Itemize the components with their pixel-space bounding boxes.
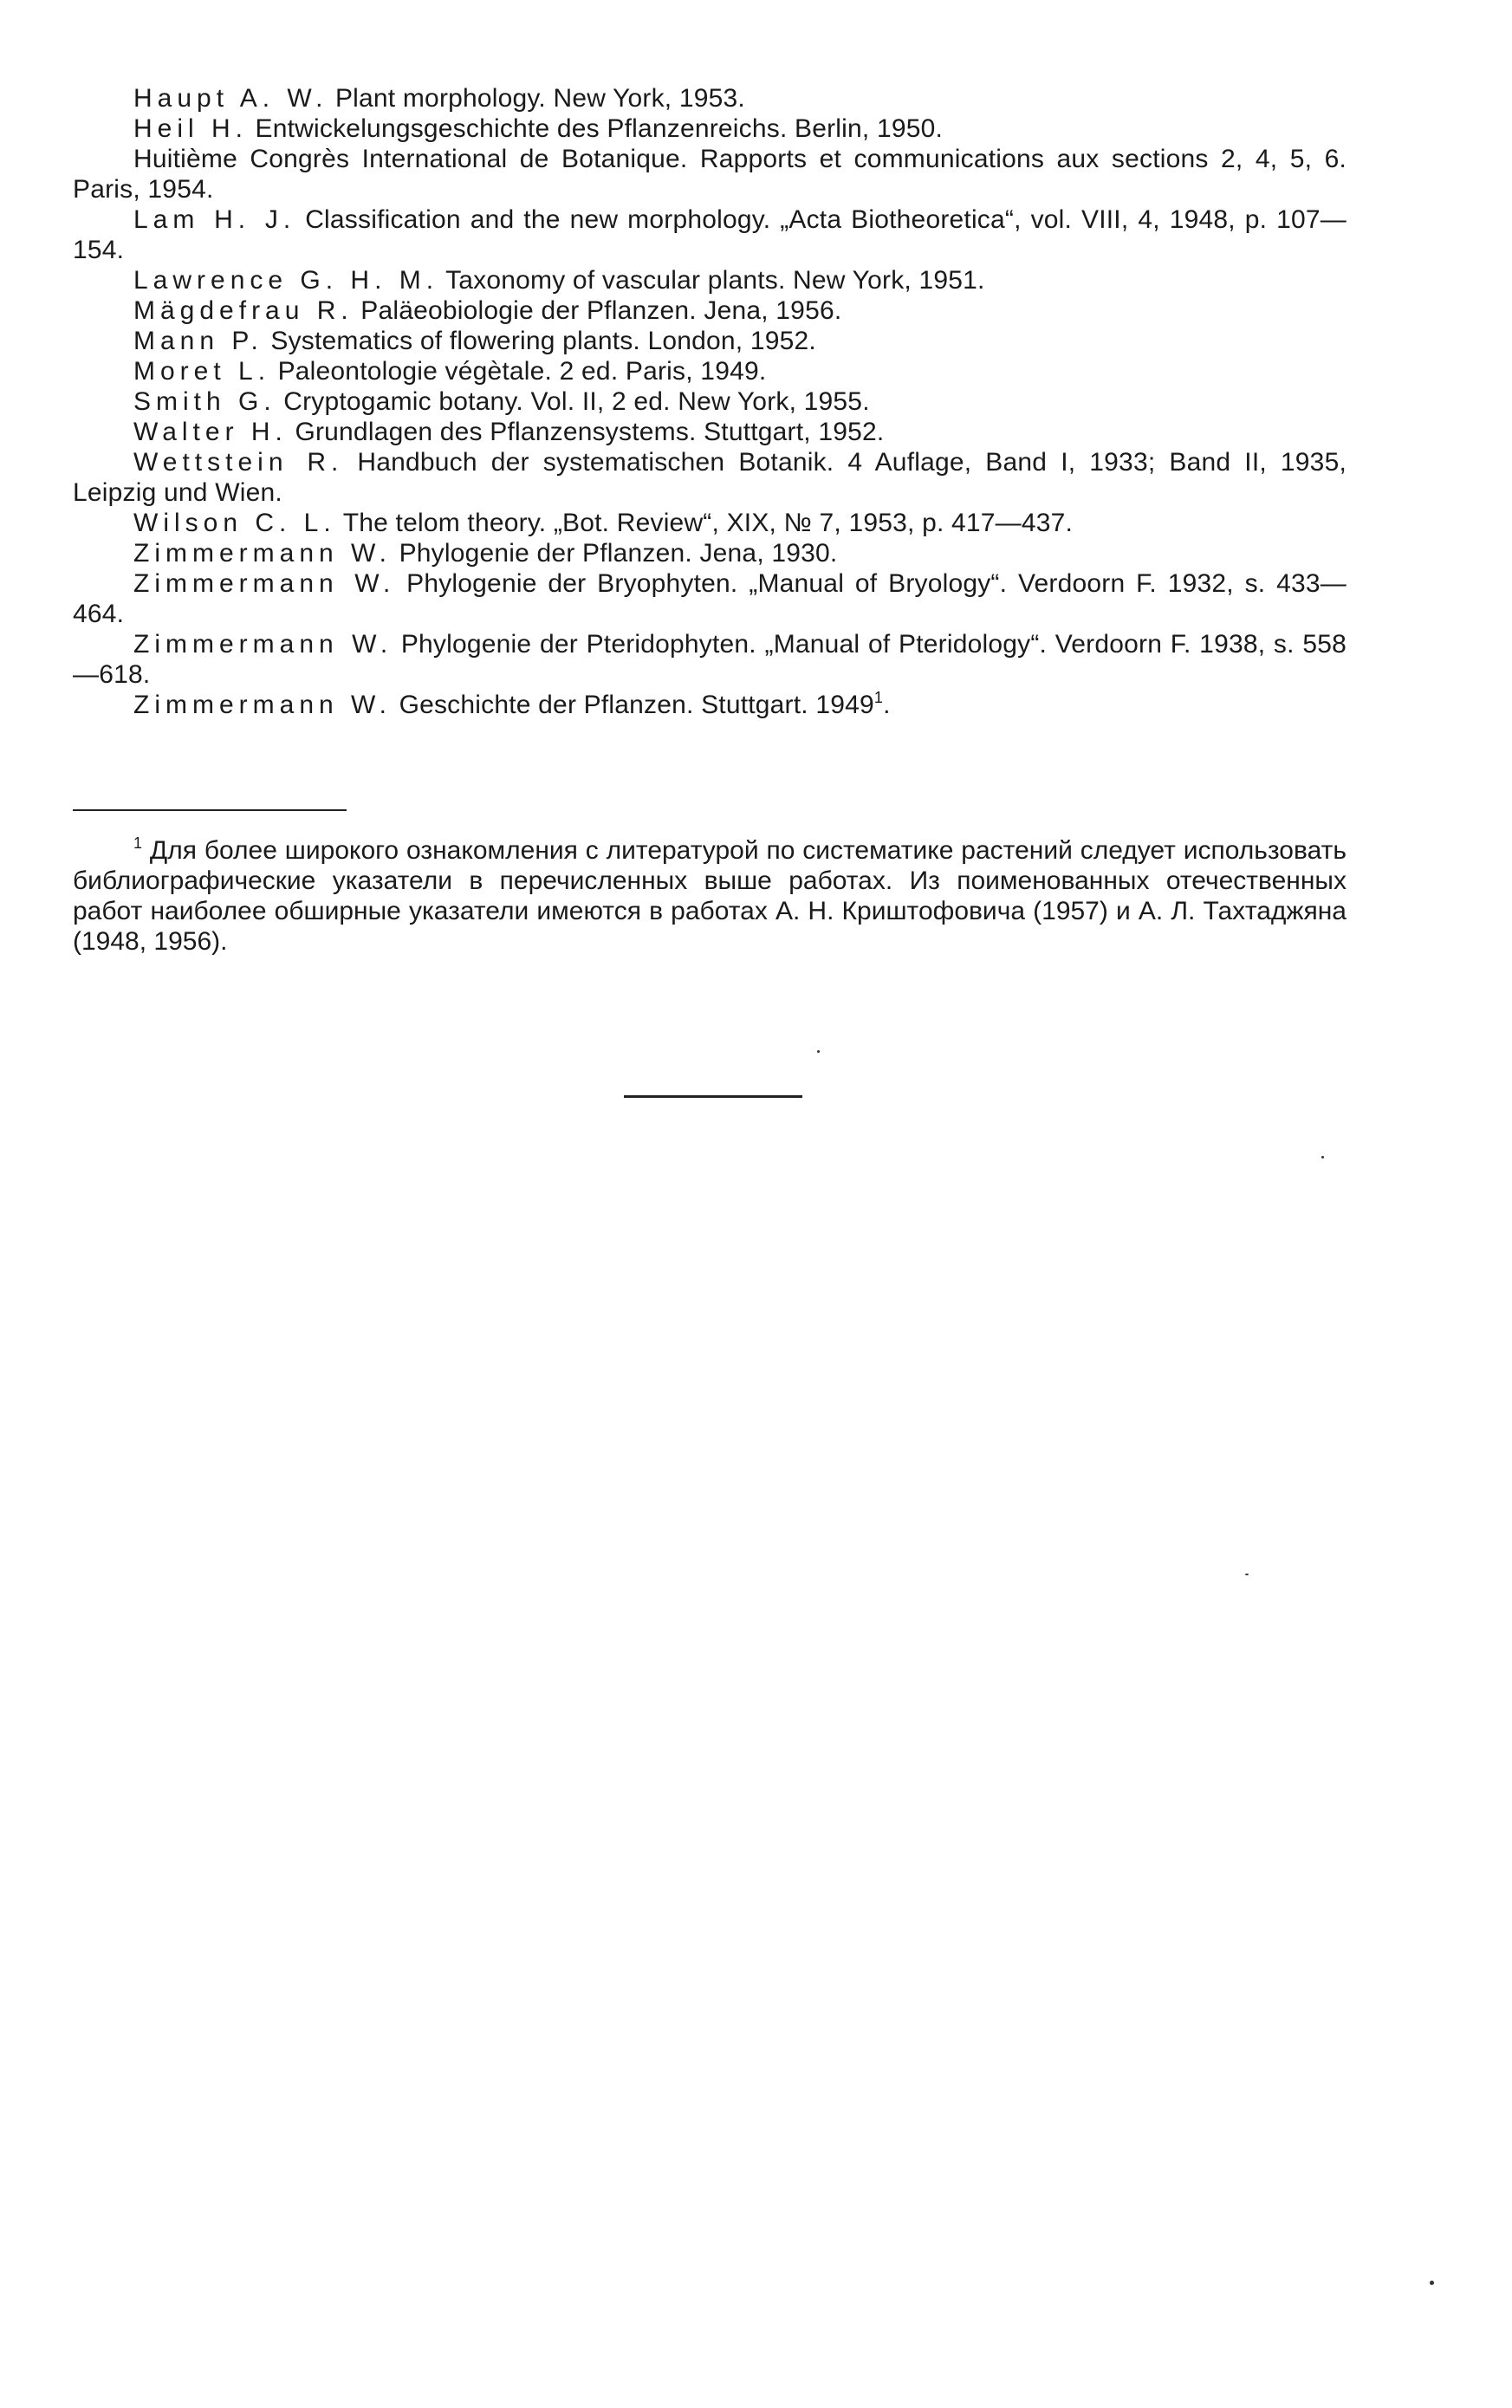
reference-entry — [73, 114, 1347, 144]
reference-end-punctuation: . — [883, 691, 891, 719]
reference-text: Plant morphology. New York, 1953. — [328, 84, 745, 113]
reference-text: The telom theory. „Bot. Review“, XIX, № 7, 1953, p. 417—437. — [335, 509, 1074, 537]
reference-text: Phylogenie der Pteridophyten. „Manual of Pteridology“. Verdoorn F. 1938, s. 558—618. — [73, 630, 1347, 689]
bibliography-list — [73, 83, 1347, 720]
reference-author: Wilson C. L. — [133, 509, 336, 537]
reference-entry — [73, 568, 1347, 629]
reference-entry — [73, 690, 1347, 720]
reference-author: Zimmermann W. — [133, 539, 393, 568]
reference-text: Systematics of flowering plants. London, 1952. — [263, 327, 816, 355]
reference-entry — [73, 144, 1347, 204]
reference-text: Phylogenie der Bryophyten. „Manual of Bryology“. Verdoorn F. 1932, s. 433—464. — [73, 569, 1347, 628]
reference-author: Zimmermann W. — [133, 691, 393, 719]
reference-entry — [73, 417, 1347, 447]
reference-text: Entwickelungsgeschichte des Pflanzenreichs. Berlin, 1950. — [248, 114, 944, 143]
reference-text: Huitième Congrès International de Botanique. Rapports et communications aux sections 2, 4, 5, 6. Paris, 1954. — [73, 145, 1347, 204]
reference-entry — [73, 508, 1347, 538]
reference-entry — [73, 447, 1347, 508]
section-end-rule — [624, 1095, 802, 1098]
reference-author: Zimmermann W. — [133, 630, 393, 659]
reference-entry — [73, 386, 1347, 417]
reference-entry — [73, 538, 1347, 568]
print-speck — [1321, 1156, 1324, 1159]
reference-text: Taxonomy of vascular plants. New York, 1951. — [438, 266, 985, 295]
reference-author: Moret L. — [133, 357, 271, 386]
reference-text: Cryptogamic botany. Vol. II, 2 ed. New York, 1955. — [276, 387, 870, 416]
footnote — [73, 835, 1347, 957]
print-speck — [1430, 2281, 1434, 2285]
reference-author: Smith G. — [133, 387, 276, 416]
reference-author: Mägdefrau R. — [133, 296, 354, 325]
reference-author: Wettstein R. — [133, 448, 344, 477]
reference-entry — [73, 83, 1347, 114]
reference-author: Walter H. — [133, 418, 288, 446]
footnote-text: Для более широкого ознакомления с литературой по систематике растений следует использовать библиографические указатели в перечисленных выше работах. Из поименованных отечественных работ наиболее обширные указатели имеются в работах А. Н. Криштофовича (1957) и А. Л. Тахтаджяна (1948, 1956). — [73, 836, 1347, 956]
reference-author: Lawrence G. H. M. — [133, 266, 439, 295]
reference-text: Classification and the new morphology. „Acta Biotheoretica“, vol. VIII, 4, 1948, p. 107—154. — [73, 205, 1347, 264]
reference-entry — [73, 326, 1347, 356]
reference-entry — [73, 204, 1347, 265]
reference-text: Paläeobiologie der Pflanzen. Jena, 1956. — [353, 296, 842, 325]
reference-entry — [73, 265, 1347, 295]
reference-entry — [73, 629, 1347, 690]
reference-author: Haupt A. W. — [133, 84, 328, 113]
print-speck — [1245, 1574, 1249, 1575]
reference-author: Heil H. — [133, 114, 249, 143]
reference-text: Phylogenie der Pflanzen. Jena, 1930. — [392, 539, 838, 568]
reference-entry — [73, 356, 1347, 386]
reference-author: Zimmermann W. — [133, 569, 396, 598]
reference-author: Mann P. — [133, 327, 263, 355]
reference-entry — [73, 295, 1347, 326]
reference-text: Paleontologie végètale. 2 ed. Paris, 1949. — [270, 357, 767, 386]
reference-text: Handbuch der systematischen Botanik. 4 Auflage, Band I, 1933; Band II, 1935, Leipzig und Wien. — [73, 448, 1347, 507]
footnote-marker: 1 — [873, 689, 884, 706]
reference-author: Lam H. J. — [133, 205, 296, 234]
reference-text: Grundlagen des Pflanzensystems. Stuttgart, 1952. — [287, 418, 885, 446]
reference-text: Geschichte der Pflanzen. Stuttgart. 1949 — [392, 691, 874, 719]
footnote-separator — [73, 809, 347, 811]
footnote-number: 1 — [133, 834, 143, 852]
print-speck — [817, 1050, 820, 1053]
